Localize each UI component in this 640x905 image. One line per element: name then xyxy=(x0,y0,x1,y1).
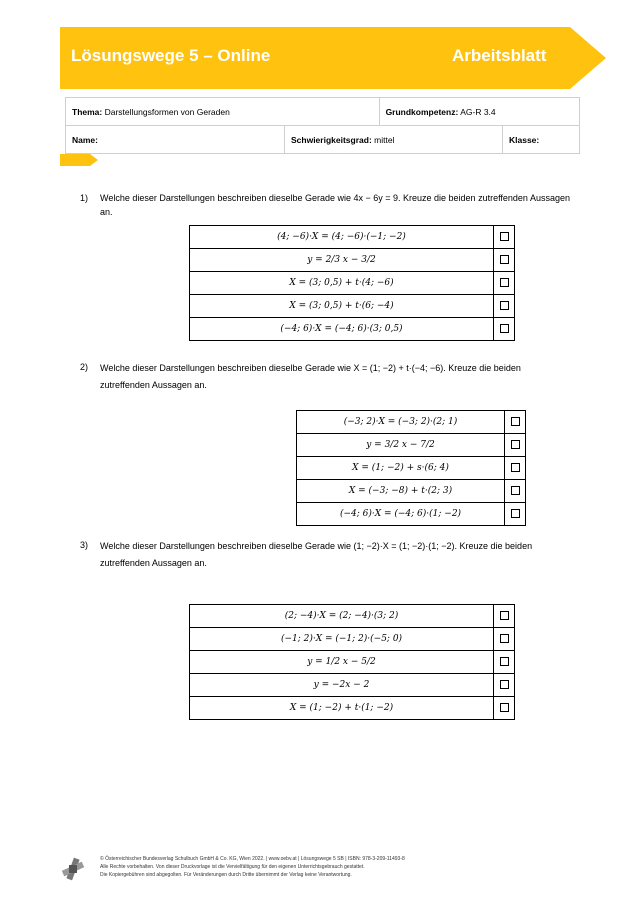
question-text: Welche dieser Darstellungen beschreiben dieselbe Gerade wie X = (1; −2) + t·(−4; −6). Kreuze die beiden zutreffenden Aussagen an. xyxy=(100,363,521,390)
schwierigkeit-cell xyxy=(285,126,503,154)
options-table-3 xyxy=(189,604,515,720)
options-table-2 xyxy=(296,410,526,526)
footer xyxy=(100,855,405,879)
thema-value: Darstellungsformen von Geraden xyxy=(104,106,230,117)
option-checkbox[interactable] xyxy=(494,651,515,674)
option-checkbox[interactable] xyxy=(494,674,515,697)
option-checkbox[interactable] xyxy=(505,411,526,434)
option-checkbox[interactable] xyxy=(494,318,515,341)
option-checkbox[interactable] xyxy=(505,503,526,526)
footer-line-3: Die Kopiergebühren sind abgegolten. Für Veränderungen durch Dritte übernimmt der Verlag keine Verantwortung. xyxy=(100,872,352,878)
info-table xyxy=(65,97,580,154)
checkbox-icon xyxy=(500,301,509,310)
checkbox-icon xyxy=(511,463,520,472)
checkbox-icon xyxy=(511,486,520,495)
question-text: Welche dieser Darstellungen beschreiben dieselbe Gerade wie (1; −2)·X = (1; −2)·(1; −2). Kreuze die beiden zutreffenden Aussagen an. xyxy=(100,541,533,568)
option-expression: y = 3/2 x − 7/2 xyxy=(297,434,505,457)
question-number: 1) xyxy=(80,193,89,203)
kompetenz-cell xyxy=(379,98,579,126)
question-number: 2) xyxy=(80,362,89,372)
option-expression: X = (1; −2) + s·(6; 4) xyxy=(297,457,505,480)
checkbox-icon xyxy=(500,680,509,689)
option-expression: (2; −4)·X = (2; −4)·(3; 2) xyxy=(190,605,494,628)
checkbox-icon xyxy=(500,255,509,264)
checkbox-icon xyxy=(511,417,520,426)
schwierigkeit-value: mittel xyxy=(374,134,395,145)
checkbox-icon xyxy=(511,509,520,518)
checkbox-icon xyxy=(500,324,509,333)
option-expression: X = (1; −2) + t·(1; −2) xyxy=(190,697,494,720)
option-checkbox[interactable] xyxy=(494,272,515,295)
checkbox-icon xyxy=(500,232,509,241)
option-expression: y = −2x − 2 xyxy=(190,674,494,697)
checkbox-icon xyxy=(500,703,509,712)
kompetenz-label: Grundkompetenz: xyxy=(385,106,459,117)
option-expression: (4; −6)·X = (4; −6)·(−1; −2) xyxy=(190,226,494,249)
option-expression: (−4; 6)·X = (−4; 6)·(3; 0,5) xyxy=(190,318,494,341)
option-expression: y = 1/2 x − 5/2 xyxy=(190,651,494,674)
name-label: Name: xyxy=(72,134,98,145)
thema-label: Thema: xyxy=(72,106,103,117)
kompetenz-value: AG-R 3.4 xyxy=(460,106,496,117)
checkbox-icon xyxy=(500,278,509,287)
option-checkbox[interactable] xyxy=(494,628,515,651)
name-cell[interactable] xyxy=(66,126,285,154)
klasse-label: Klasse: xyxy=(509,134,540,145)
question-text: Welche dieser Darstellungen beschreiben dieselbe Gerade wie 4x − 6y = 9. Kreuze die beiden zutreffenden Aussagen an. xyxy=(100,193,570,217)
option-expression: X = (3; 0,5) + t·(4; −6) xyxy=(190,272,494,295)
option-expression: y = 2/3 x − 3/2 xyxy=(190,249,494,272)
footer-line-1: © Österreichischer Bundesverlag Schulbuch GmbH & Co. KG, Wien 2022. | www.oebv.at | Lösungswege 5 SB | ISBN: 978-3-209-11493-8 xyxy=(100,856,405,862)
section-marker-arrow xyxy=(90,154,98,166)
publisher-logo-icon xyxy=(60,856,86,882)
section-marker xyxy=(60,154,90,166)
option-checkbox[interactable] xyxy=(494,249,515,272)
thema-cell xyxy=(66,98,380,126)
option-checkbox[interactable] xyxy=(494,226,515,249)
checkbox-icon xyxy=(500,657,509,666)
option-checkbox[interactable] xyxy=(505,480,526,503)
checkbox-icon xyxy=(500,611,509,620)
option-checkbox[interactable] xyxy=(494,295,515,318)
option-checkbox[interactable] xyxy=(494,697,515,720)
options-table-1 xyxy=(189,225,515,341)
header-banner-arrow xyxy=(570,27,606,89)
option-expression: (−4; 6)·X = (−4; 6)·(1; −2) xyxy=(297,503,505,526)
option-checkbox[interactable] xyxy=(505,434,526,457)
option-checkbox[interactable] xyxy=(505,457,526,480)
option-expression: (−1; 2)·X = (−1; 2)·(−5; 0) xyxy=(190,628,494,651)
checkbox-icon xyxy=(511,440,520,449)
klasse-cell[interactable] xyxy=(503,126,580,154)
option-expression: X = (−3; −8) + t·(2; 3) xyxy=(297,480,505,503)
option-expression: (−3; 2)·X = (−3; 2)·(2; 1) xyxy=(297,411,505,434)
header-title: Lösungswege 5 – Online xyxy=(71,46,271,65)
option-expression: X = (3; 0,5) + t·(6; −4) xyxy=(190,295,494,318)
question-number: 3) xyxy=(80,540,89,550)
schwierigkeit-label: Schwierigkeitsgrad: xyxy=(291,134,372,145)
checkbox-icon xyxy=(500,634,509,643)
header-right-title: Arbeitsblatt xyxy=(452,46,547,65)
footer-line-2: Alle Rechte vorbehalten. Von dieser Druckvorlage ist die Vervielfältigung für den eigenen Unterrichtsgebrauch gestattet. xyxy=(100,864,365,870)
option-checkbox[interactable] xyxy=(494,605,515,628)
